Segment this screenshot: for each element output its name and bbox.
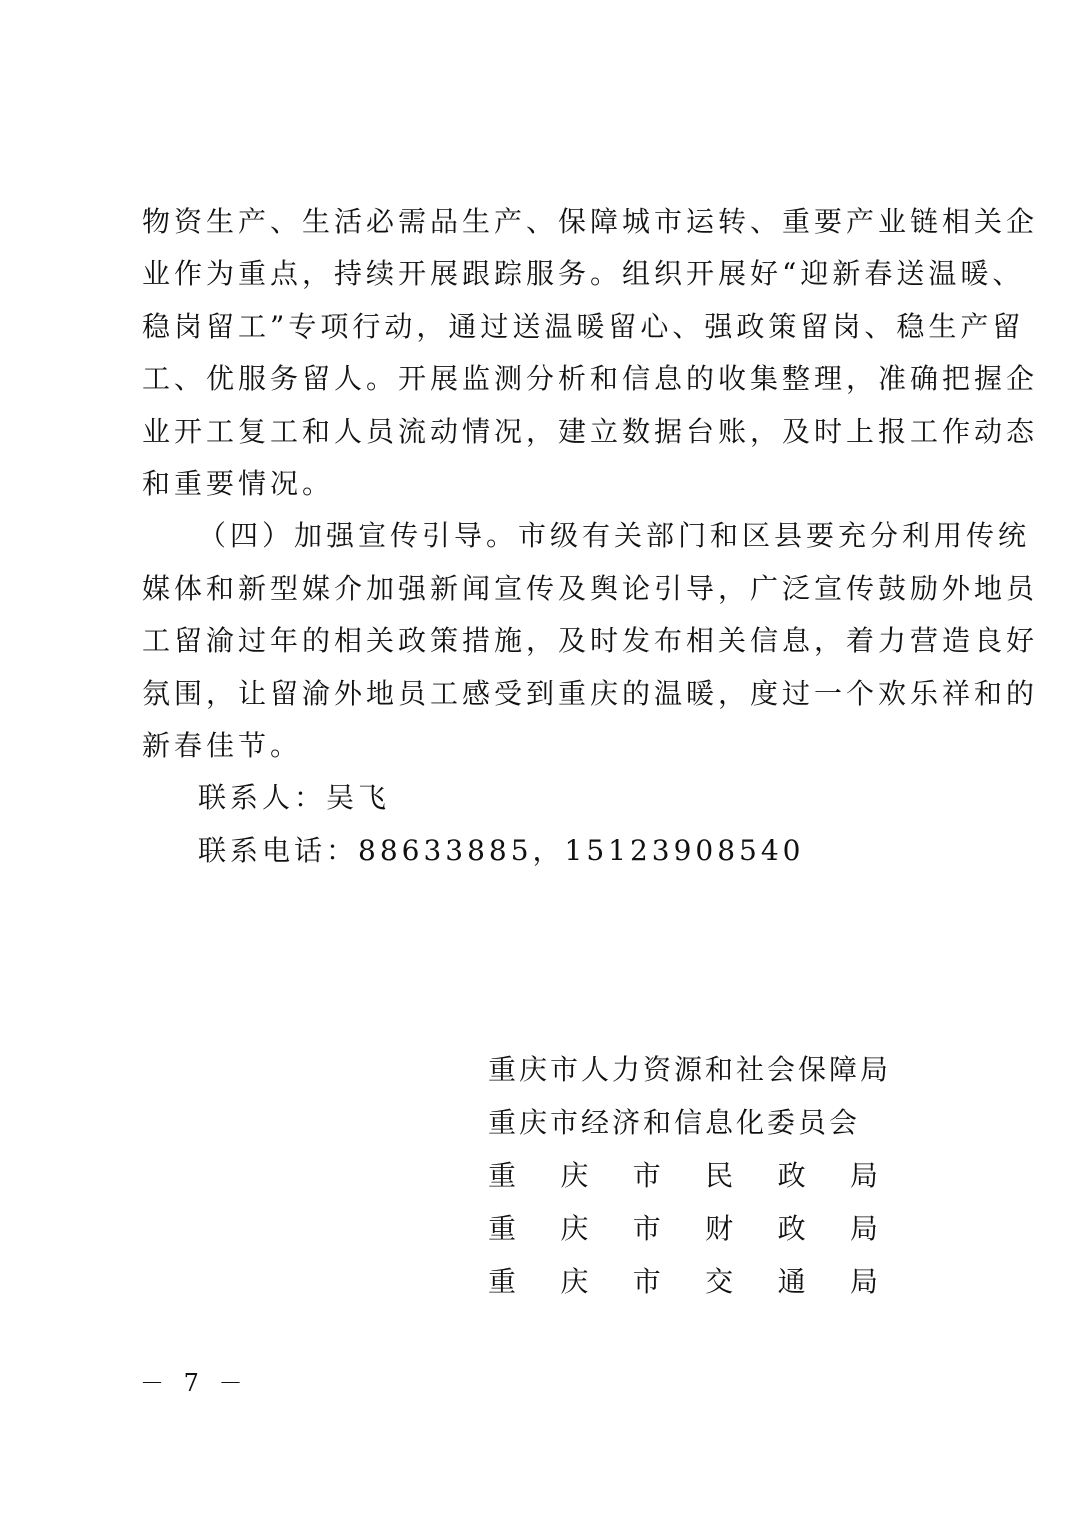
paragraph-line: 业开工复工和人员流动情况，建立数据台账，及时上报工作动态 [142, 415, 1039, 448]
paragraph-line: 业作为重点，持续开展跟踪服务。组织开展好“迎新春送温暖、 [142, 257, 1025, 290]
signature-char: 政 [777, 1159, 806, 1192]
paragraph-line: 物资生产、生活必需品生产、保障城市运转、重要产业链相关企 [142, 205, 1039, 238]
signature-hrss: 重庆市人力资源和社会保障局 [488, 1053, 892, 1086]
signature-transport [488, 1265, 878, 1299]
signature-char: 市 [632, 1159, 661, 1192]
signature-char: 局 [849, 1212, 878, 1245]
signature-civil-affairs [488, 1159, 878, 1193]
signature-char: 局 [849, 1265, 878, 1298]
signature-char: 交 [705, 1265, 734, 1298]
paragraph-line: 媒体和新型媒介加强新闻宣传及舆论引导，广泛宣传鼓励外地员 [142, 572, 1039, 605]
paragraph-line: （四）加强宣传引导。市级有关部门和区县要充分利用传统 [198, 519, 1031, 552]
signature-char: 庆 [560, 1265, 589, 1298]
signature-char: 民 [705, 1159, 734, 1192]
signature-char: 重 [488, 1159, 517, 1192]
signature-char: 通 [777, 1265, 806, 1298]
paragraph-line: 和重要情况。 [142, 467, 335, 500]
signature-char: 局 [849, 1159, 878, 1192]
signature-finance [488, 1212, 878, 1246]
paragraph-line: 稳岗留工”专项行动，通过送温暖留心、强政策留岗、稳生产留 [142, 310, 1025, 343]
contact-phone: 联系电话：88633885，15123908540 [198, 834, 805, 867]
paragraph-line: 工、优服务留人。开展监测分析和信息的收集整理，准确把握企 [142, 362, 1039, 395]
page-number: － 7 － [140, 1369, 249, 1397]
signature-char: 重 [488, 1212, 517, 1245]
signature-char: 市 [632, 1265, 661, 1298]
signature-char: 重 [488, 1265, 517, 1298]
paragraph-line: 氛围，让留渝外地员工感受到重庆的温暖，度过一个欢乐祥和的 [142, 677, 1039, 710]
signature-char: 市 [632, 1212, 661, 1245]
signature-char: 财 [705, 1212, 734, 1245]
signature-char: 庆 [560, 1159, 589, 1192]
paragraph-line: 工留渝过年的相关政策措施，及时发布相关信息，着力营造良好 [142, 624, 1039, 657]
paragraph-line: 新春佳节。 [142, 729, 303, 762]
contact-person: 联系人：吴飞 [198, 781, 391, 814]
signature-eit: 重庆市经济和信息化委员会 [488, 1106, 861, 1139]
signature-char: 庆 [560, 1212, 589, 1245]
signature-char: 政 [777, 1212, 806, 1245]
